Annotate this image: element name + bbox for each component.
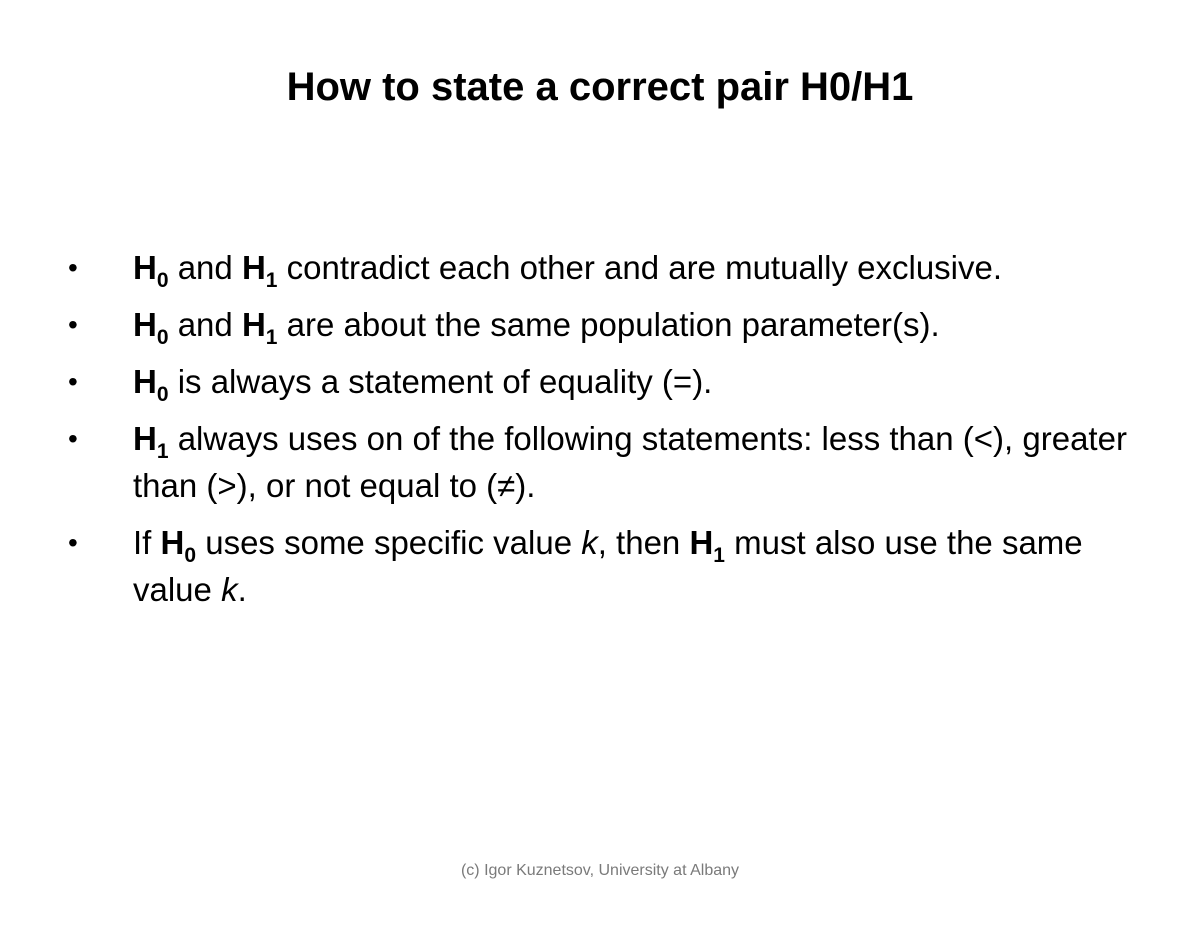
hypothesis-h: H [241,306,266,343]
bullet-text: and [168,306,242,343]
bullet-text: If [133,524,161,561]
footer-credit: (c) Igor Kuznetsov, University at Albany [460,862,740,879]
bullet-text: , then [597,524,690,561]
bullet-text: and [168,249,242,286]
bullet-item [64,358,1144,405]
hypothesis-h: H [133,420,157,457]
hypothesis-h: H [133,363,157,400]
value-k: k [581,524,598,561]
bullet-dot: • [68,309,78,340]
subscript-0: 0 [156,269,169,292]
bullet-item [64,244,1144,291]
subscript-1: 1 [265,269,278,292]
bullet-text: uses some specific value [196,524,582,561]
value-k: k [221,571,238,608]
bullet-item [64,519,1144,613]
bullet-text: always uses on of the following statements: less than (<), greater than (>), or not equal to (≠). [133,420,1127,504]
bullet-dot: • [68,252,78,283]
hypothesis-h: H [160,524,185,561]
hypothesis-h: H [241,249,266,286]
bullet-dot: • [68,423,78,454]
subscript-0: 0 [156,383,169,406]
bullet-text: must also use the same value [133,524,1083,608]
bullet-dot: • [68,366,78,397]
hypothesis-h: H [133,249,157,286]
hypothesis-h: H [689,524,714,561]
bullet-text: is always a statement of equality (=). [168,363,713,400]
bullet-list [64,244,1144,613]
subscript-1: 1 [713,544,725,567]
bullet-text: are about the same population parameter(s). [277,306,940,343]
subscript-0: 0 [156,326,169,349]
bullet-dot: • [68,527,78,558]
bullet-item [64,301,1144,348]
subscript-0: 0 [184,544,197,567]
bullet-text: contradict each other and are mutually exclusive. [277,249,1003,286]
slide-title: How to state a correct pair H0/H1 [286,65,914,109]
bullet-text: . [237,571,247,608]
bullet-item [64,415,1144,509]
subscript-1: 1 [156,440,169,463]
subscript-1: 1 [265,326,278,349]
hypothesis-h: H [133,306,157,343]
